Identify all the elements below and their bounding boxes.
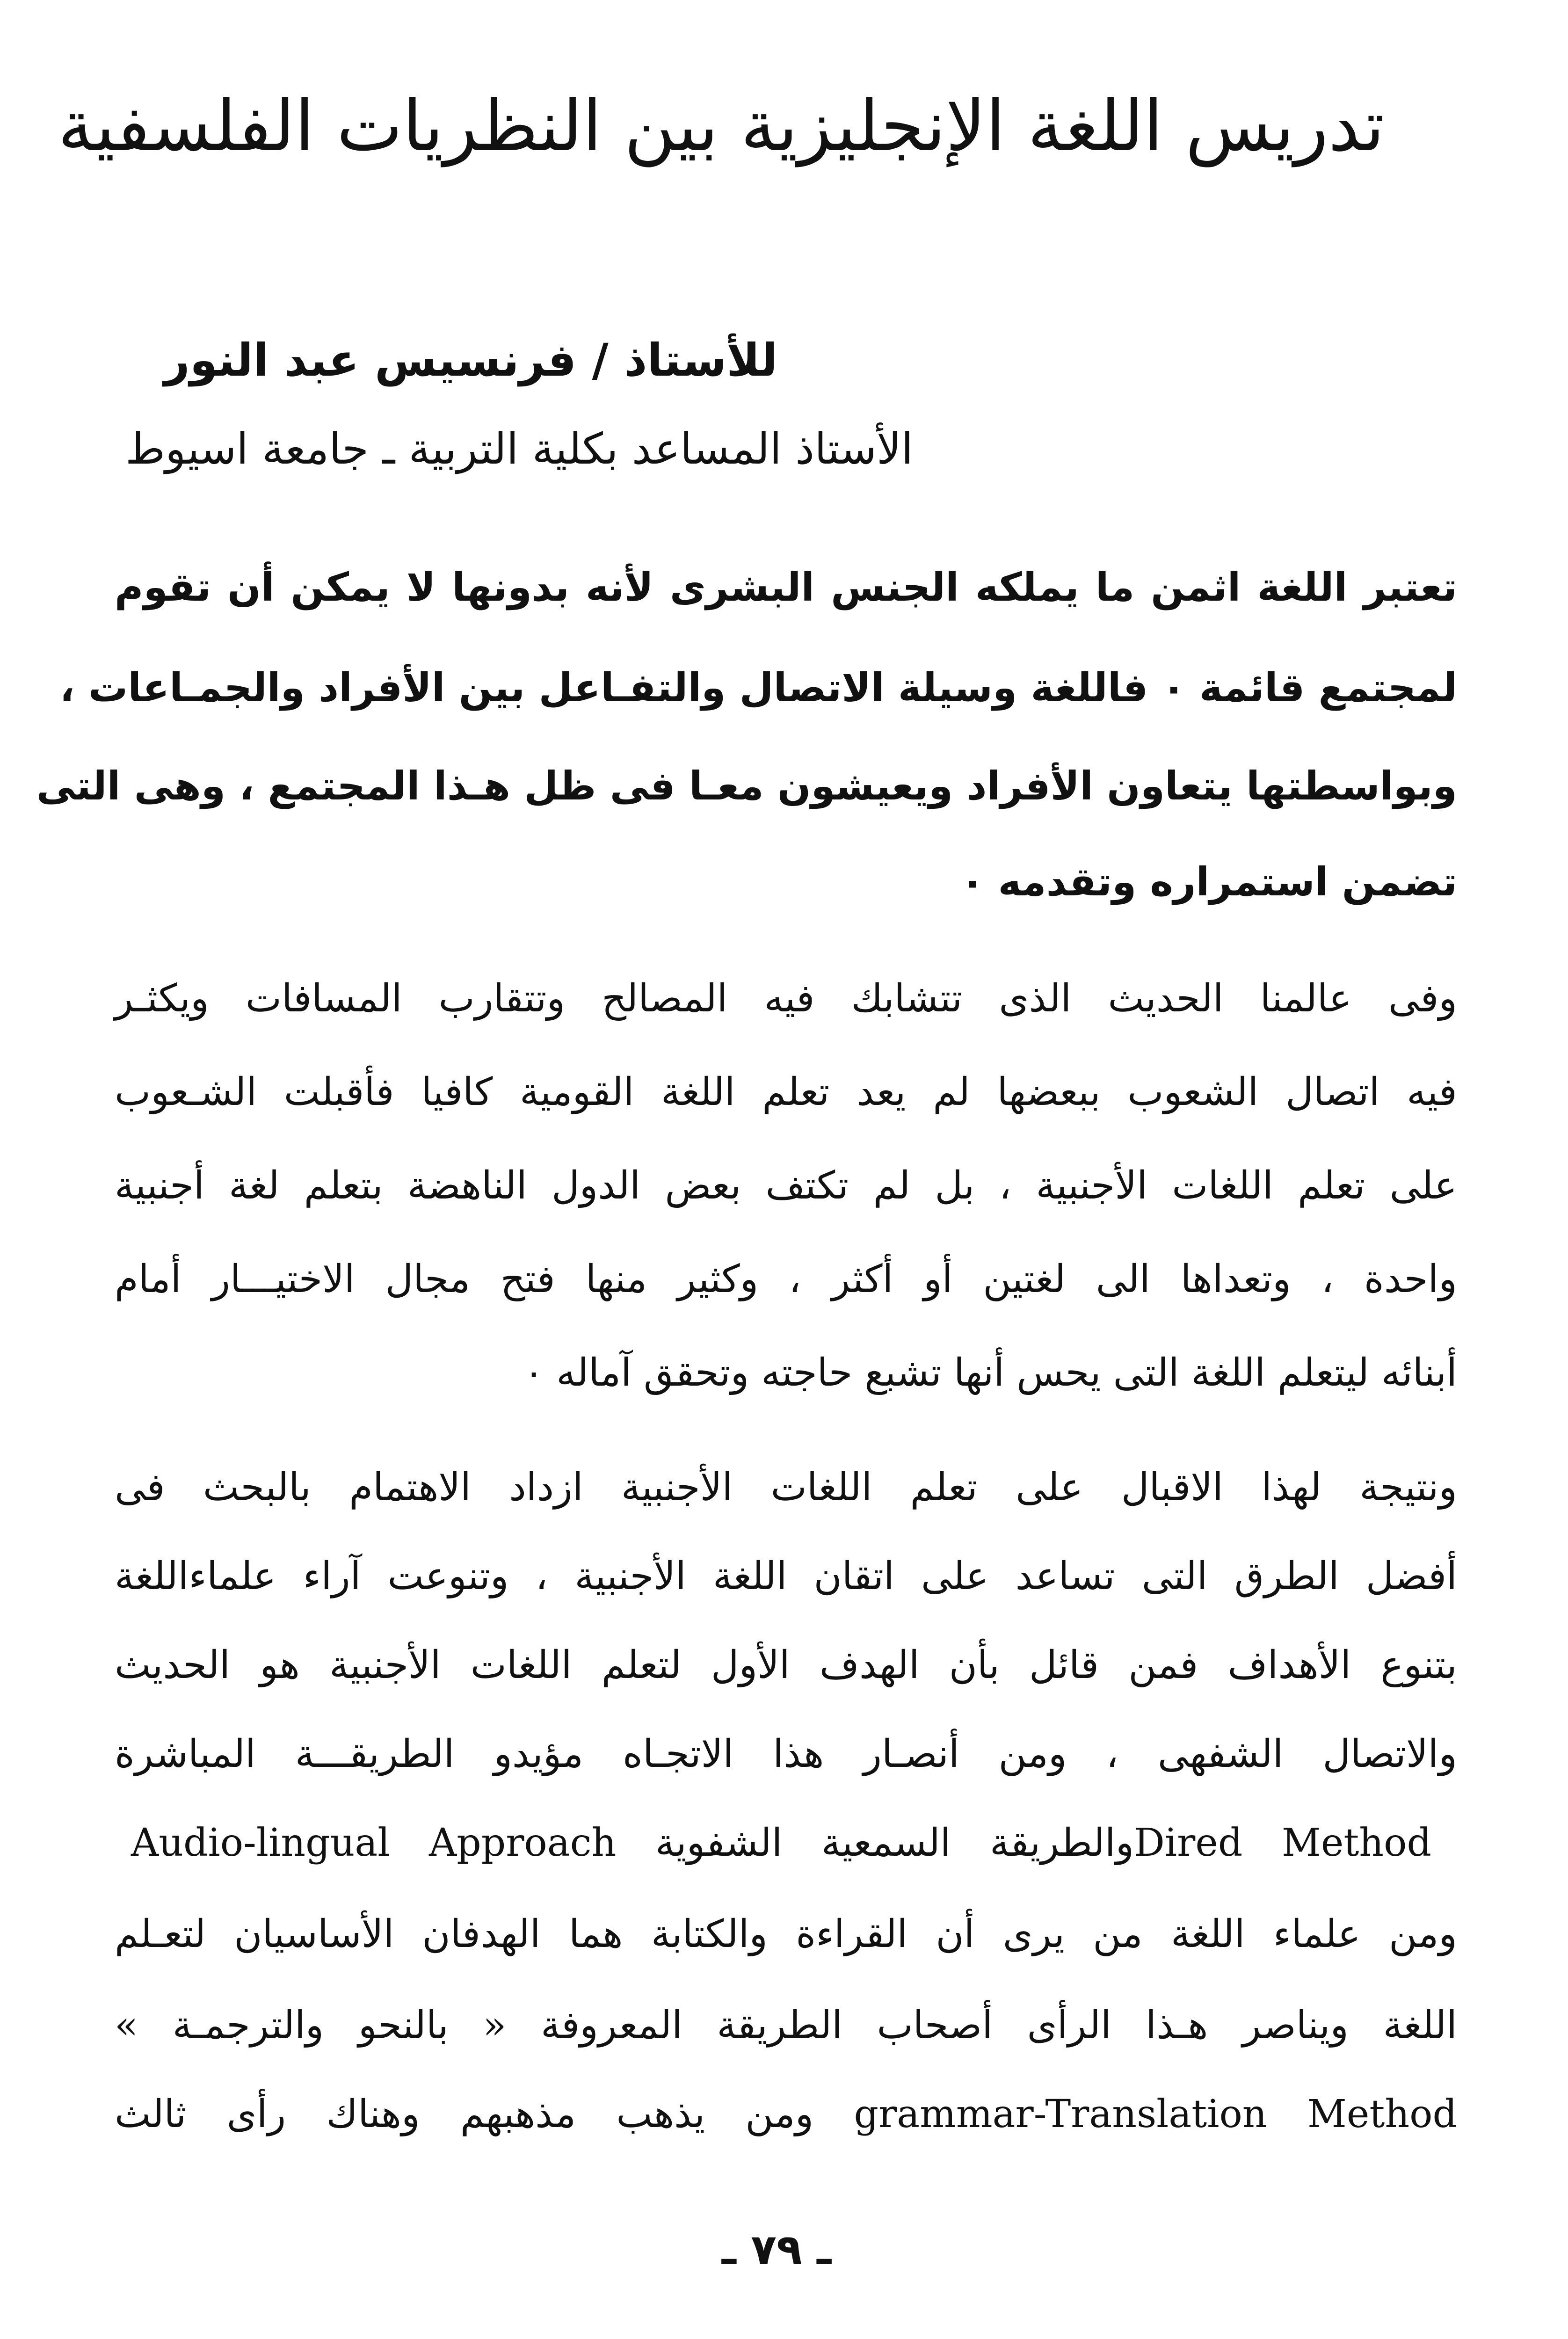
paragraph-3-line-2: أفضل الطرق التى تساعد على اتقان اللغة الأجنبية ، وتنوعت آراء علماءاللغة [115, 1554, 1457, 1598]
methods-line-2 [115, 2077, 1457, 2152]
paragraph-2-line-2: فيه اتصال الشعوب ببعضها لم يعد تعلم اللغة القومية كافيا فأقبلت الشـعوب [115, 1070, 1457, 1114]
paragraph-4-line-1: ومن علماء اللغة من يرى أن القراءة والكتابة هما الهدفان الأساسيان لتعـلم [115, 1912, 1457, 1956]
methods-line-1 [131, 1806, 1431, 1881]
intro-line-1: تعتبر اللغة اثمن ما يملكه الجنس البشرى لأنه بدونها لا يمكن أن تقوم [115, 564, 1457, 610]
paragraph-2-line-1: وفى عالمنا الحديث الذى تتشابك فيه المصالح وتتقارب المسافات ويكثـر [115, 976, 1457, 1021]
intro-line-4: تضمن استمراره وتقدمه ٠ [960, 859, 1457, 905]
arabic-term-audio-lingual: والطريقة السمعية الشفوية [655, 1821, 1134, 1865]
paragraph-3-line-1: ونتيجة لهذا الاقبال على تعلم اللغات الأجنبية ازداد الاهتمام بالبحث فى [115, 1465, 1457, 1510]
latin-term-audio-lingual: Audio-lingual Approach [131, 1821, 617, 1865]
paragraph-4-line-2: اللغة ويناصر هـذا الرأى أصحاب الطريقة المعروفة « بالنحو والترجمـة » [115, 2003, 1457, 2048]
intro-line-3: وبواسطتها يتعاون الأفراد ويعيشون معـا فى ظل هـذا المجتمع ، وهى التى [36, 763, 1457, 809]
paragraph-2-line-3: على تعلم اللغات الأجنبية ، بل لم تكتف بعض الدول الناهضة بتعلم لغة أجنبية [115, 1163, 1457, 1208]
article-title: تدريس اللغة الإنجليزية بين النظريات الفلسفية [58, 86, 1385, 167]
latin-term-grammar-translation: grammar-Translation Method [854, 2092, 1457, 2136]
paragraph-3-line-3: بتنوع الأهداف فمن قائل بأن الهدف الأول لتعلم اللغات الأجنبية هو الحديث [115, 1643, 1457, 1687]
author-affiliation: الأستاذ المساعد بكلية التربية ـ جامعة اسيوط [125, 424, 913, 474]
author-line: للأستاذ / فرنسيس عبد النور [164, 334, 777, 386]
arabic-text-followers: ومن يذهب مذهبهم [460, 2092, 814, 2136]
paragraph-2-line-4: واحدة ، وتعداها الى لغتين أو أكثر ، وكثير منها فتح مجال الاختيـــار أمام [115, 1257, 1457, 1301]
page-number: ـ ٧٩ ـ [721, 2225, 832, 2274]
intro-line-2: لمجتمع قائمة ٠ فاللغة وسيلة الاتصال والتفـاعل بين الأفراد والجمـاعات ، [59, 665, 1457, 711]
latin-term-direct-method: Dired Method [1134, 1821, 1431, 1865]
paragraph-3-line-4: والاتصال الشفهى ، ومن أنصـار هذا الاتجـاه مؤيدو الطريقـــة المباشرة [115, 1732, 1457, 1776]
arabic-text-third-view: وهناك رأى ثالث [115, 2092, 420, 2136]
paragraph-2-line-5: أبنائه ليتعلم اللغة التى يحس أنها تشبع حاجته وتحقق آماله ٠ [523, 1351, 1457, 1395]
